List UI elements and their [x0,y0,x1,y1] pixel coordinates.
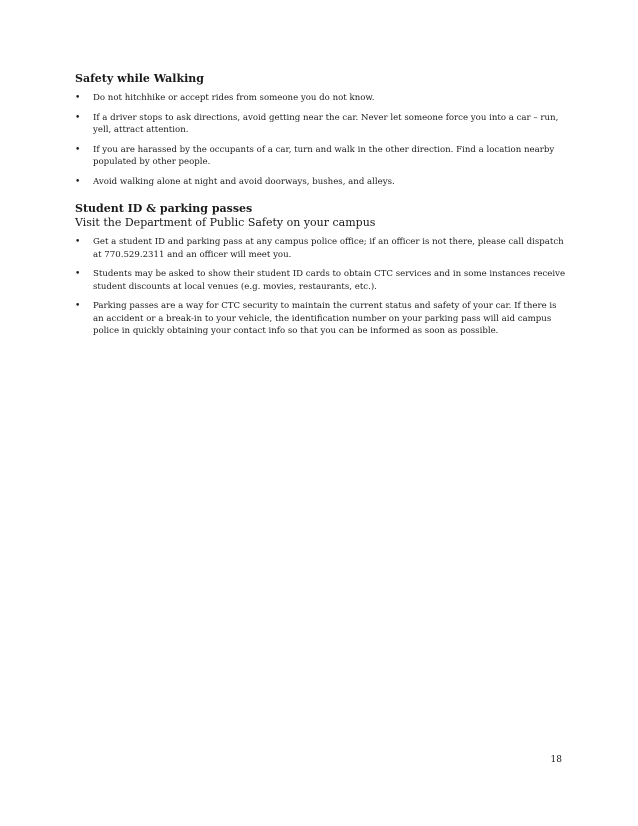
list-item [75,92,567,105]
list-item [75,236,567,261]
page-content [75,72,567,345]
bullet-icon: • [75,144,81,155]
list-item [75,112,567,137]
list-item-text: Parking passes are a way for CTC security to maintain the current status and safety of your car. If there is an accident or a break-in to your vehicle, the identification number on your parking pass will aid campus police in quickly obtaining your contact info so that you can be informed as soon as possible. [93,301,557,336]
list-item-text: Avoid walking alone at night and avoid doorways, bushes, and alleys. [93,176,395,187]
list-item [75,268,567,293]
bullet-icon: • [75,112,81,123]
section-safety-walking [75,72,567,188]
list-item-text: Do not hitchhike or accept rides from someone you do not know. [93,93,375,103]
list-item [75,176,567,189]
bullet-icon: • [75,301,81,311]
section-heading: Student ID & parking passes [75,202,253,215]
list-item-text: If a driver stops to ask directions, avoid getting near the car. Never let someone force you into a car – run, yell, attract attention. [93,112,559,135]
list-item [75,144,567,169]
page-number: 18 [550,755,562,765]
list-item [75,300,567,338]
bullet-icon: • [75,93,81,103]
list-item-text: If you are harassed by the occupants of a car, turn and walk in the other direction. Find a location nearby populated by other people. [93,144,555,167]
section-subheading: Visit the Department of Public Safety on your campus [75,216,376,229]
bullet-list [75,92,567,188]
list-item-text: Get a student ID and parking pass at any campus police office; if an officer is not there, please call dispatch at 770.529.2311 and an officer will meet you. [93,237,564,260]
list-item-text: Students may be asked to show their student ID cards to obtain CTC services and in some instances receive student discounts at local venues (e.g. movies, restaurants, etc.). [93,269,566,292]
bullet-icon: • [75,269,81,279]
section-heading: Safety while Walking [75,72,204,85]
bullet-icon: • [75,237,81,247]
bullet-list [75,236,567,338]
section-student-id-parking [75,202,567,338]
bullet-icon: • [75,176,81,187]
